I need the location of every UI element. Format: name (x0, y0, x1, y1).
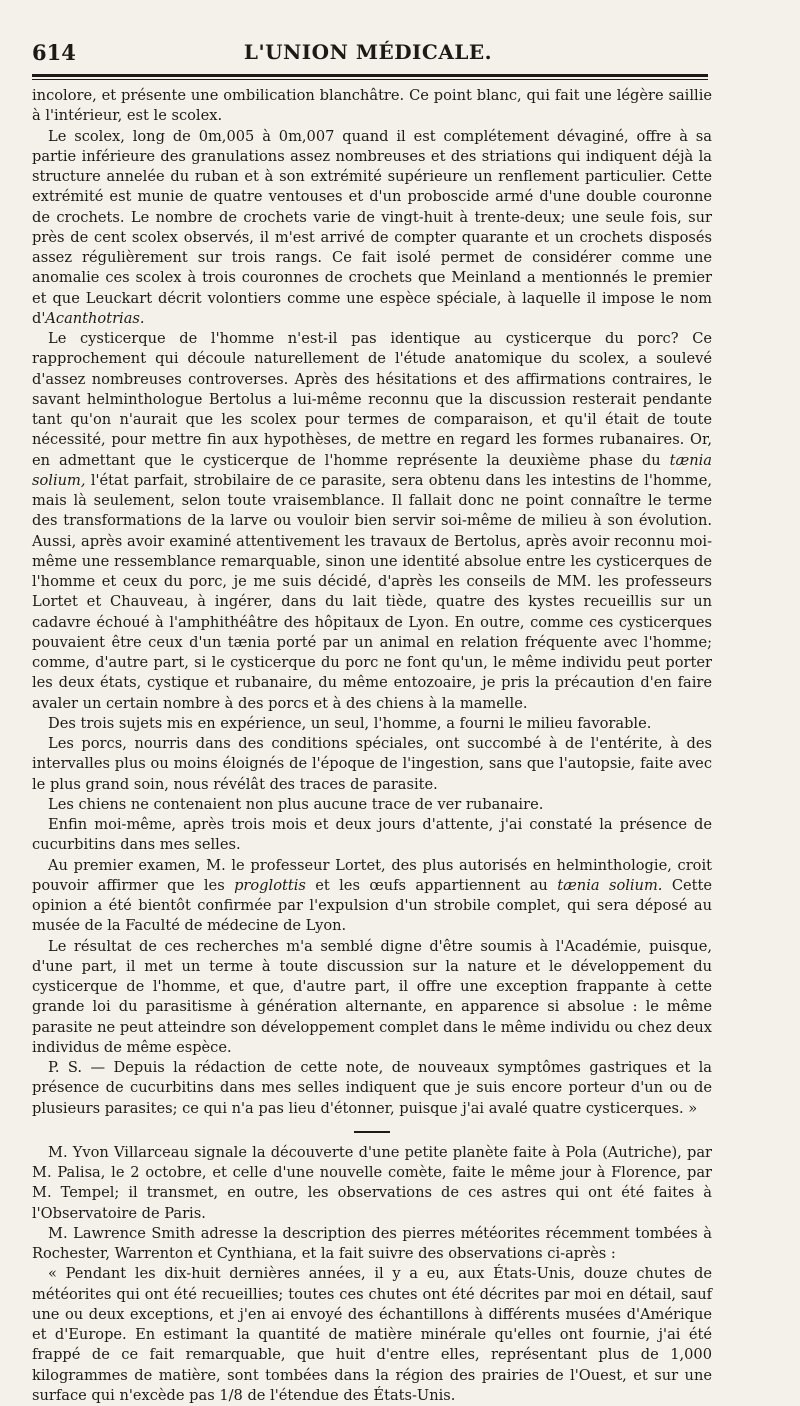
running-title: L'UNION MÉDICALE. (243, 40, 493, 64)
paragraph: Des trois sujets mis en expérience, un seul, l'homme, a fourni le milieu favorable. (48, 714, 652, 732)
paragraph: Les chiens ne contenaient non plus aucune trace de ver rubanaire. (48, 795, 544, 813)
paragraph: Le scolex, long de 0m,005 à 0m,007 quand il est complétement dévaginé, offre à sa partie inférieure des granulations assez nombreuses et des striations qui indiquent déjà la structure annelée du ruban et à son extrémité supérieure un renflement particulier. Cette extrémité est munie de quatre ventouses et d'un proboscide armé d'une double couronne de crochets. Le nombre de crochets varie de vingt-huit à trente-deux; une seule fois, sur près de cent scolex observés, il m'est arrivé de compter quarante et un crochets disposés assez régulièrement sur trois rangs. Ce fait isolé permet de considérer comme une anomalie ces scolex à trois couronnes de crochets que Meinland a mentionnés le premier et que Leuckart décrit volontiers comme une espèce spéciale, à laquelle il impose le nom d'Acanthotrias. (32, 127, 712, 327)
paragraph: Les porcs, nourris dans des conditions spéciales, ont succombé à de l'entérite, à des intervalles plus ou moins éloignés de l'époque de l'ingestion, sans que l'autopsie, faite avec le plus grand soin, nous révélât des traces de parasite. (32, 735, 712, 793)
paragraph: P. S. — Depuis la rédaction de cette note, de nouveaux symptômes gastriques et la présence de cucurbitins dans mes selles indiquent que je suis encore porteur d'un ou de plusieurs parasites; ce qui n'a pas lieu d'étonner, puisque j'ai avalé quatre cysticerques. » (32, 1059, 712, 1117)
italic-term: tænia solium, (32, 451, 712, 489)
paragraph: « Pendant les dix-huit dernières années, il y a eu, aux États-Unis, douze chutes de météorites qui ont été recueillies; toutes ces chutes ont été décrites par moi en détail, sauf une ou deux exceptions, et j'en ai envoyé des échantillons à différents musées d'Amérique et d'Europe. En estimant la quantité de matière minérale qu'elles ont fournie, j'ai été frappé de ce fait remarquable, que huit d'entre elles, représentant plus de 1,000 kilogrammes de matière, sont tombées dans la région des prairies de l'Ouest, et sur une surface qui n'excède pas 1/8 de l'étendue des États-Unis. (32, 1265, 712, 1404)
paragraph: Le résultat de ces recherches m'a semblé digne d'être soumis à l'Académie, puisque, d'une part, il met un terme à toute discussion sur la nature et le développement du cysticerque de l'homme, et que, d'autre part, il offre une exception frappante à cette grande loi du parasitisme à génération alternante, en apparence si absolue : le même parasite ne peut atteindre son développement complet dans le même individu ou chez deux individus de même espèce. (32, 937, 712, 1056)
paragraph: incolore, et présente une ombilication blanchâtre. Ce point blanc, qui fait une légère saillie à l'intérieur, est le scolex. (32, 87, 712, 125)
page-header (32, 38, 704, 68)
italic-term: proglottis (234, 876, 306, 894)
paragraph: Au premier examen, M. le professeur Lortet, des plus autorisés en helminthologie, croit pouvoir affirmer que les proglottis et les œufs appartiennent au tænia solium. Cette opinion a été bientôt confirmée par l'expulsion d'un strobile complet, qui sera déposé au musée de la Faculté de médecine de Lyon. (32, 856, 712, 935)
italic-term: tænia solium. (557, 876, 663, 894)
article-body (32, 86, 712, 1406)
paragraph: M. Yvon Villarceau signale la découverte d'une petite planète faite à Pola (Autriche), par M. Palisa, le 2 octobre, et celle d'une nouvelle comète, faite le même jour à Florence, par M. Tempel; il transmet, en outre, les observations de ces astres qui ont été faites à l'Observatoire de Paris. (32, 1143, 712, 1222)
section-divider (354, 1131, 390, 1133)
page-number: 614 (32, 40, 76, 65)
header-rule-thin (32, 79, 708, 80)
header-rule (32, 74, 708, 77)
paragraph: Le cysticerque de l'homme n'est-il pas identique au cysticerque du porc? Ce rapprochement qui découle naturellement de l'étude anatomique du scolex, a soulevé d'assez nombreuses controverses. Après des hésitations et des affirmations contraires, le savant helminthologue Bertolus a lui-même reconnu que la discussion resterait pendante tant qu'on n'aurait que les scolex pour termes de comparaison, et qu'il était de toute nécessité, pour mettre fin aux hypothèses, de mettre en regard les formes rubanaires. Or, en admettant que le cysticerque de l'homme représente la deuxième phase du tænia solium, l'état parfait, strobilaire de ce parasite, sera obtenu dans les intestins de l'homme, mais là seulement, selon toute vraisemblance. Il fallait donc ne point connaître le terme des transformations de la larve ou vouloir bien servir soi-même de milieu à son évolution. Aussi, après avoir examiné attentivement les travaux de Bertolus, après avoir reconnu moi-même une ressemblance remarquable, sinon une identité absolue entre les cysticerques de l'homme et ceux du porc, je me suis décidé, d'après les conseils de MM. les professeurs Lortet et Chauveau, à ingérer, dans du lait tiède, quatre des kystes recueillis sur un cadavre échoué à l'amphithéâtre des hôpitaux de Lyon. En outre, comme ces cysticerques pouvaient être ceux d'un tænia porté par un animal en relation fréquente avec l'homme; comme, d'autre part, si le cysticerque du porc ne font qu'un, le même individu peut porter les deux états, cystique et rubanaire, du même entozoaire, je pris la précaution d'en faire avaler un certain nombre à des porcs et à des chiens à la mamelle. (32, 330, 712, 712)
paragraph: Enfin moi-même, après trois mois et deux jours d'attente, j'ai constaté la présence de cucurbitins dans mes selles. (32, 816, 712, 854)
italic-term: Acanthotrias. (45, 309, 145, 327)
paragraph: M. Lawrence Smith adresse la description des pierres météorites récemment tombées à Rochester, Warrenton et Cynthiana, et la fait suivre des observations ci-après : (32, 1224, 712, 1262)
